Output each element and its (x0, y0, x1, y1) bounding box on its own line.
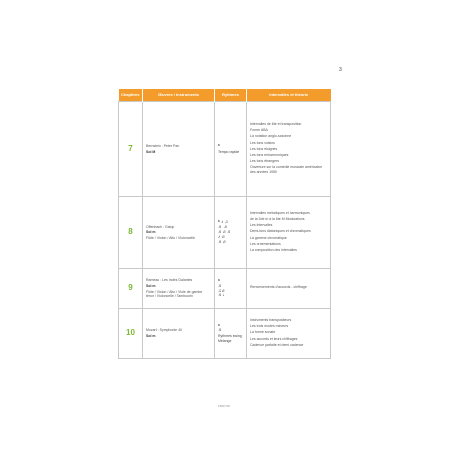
table-row (119, 102, 331, 197)
work-key: Sol m (146, 283, 156, 288)
rhythm-notation: ♫♬ (218, 287, 226, 293)
theory-item: Les trois modes mineurs (250, 324, 289, 329)
theory-item: de la 2de m à la 6te M Modulations (250, 217, 305, 222)
table-row (119, 269, 331, 309)
work-title: Bernstein : Peter Pan (146, 143, 180, 148)
theory-item: Cadence parfaite et demi cadence (250, 342, 304, 347)
rhythm-notation: 𝄴 (218, 322, 221, 328)
rhythm-notation: ♬ (218, 327, 223, 333)
theory-cell (247, 309, 331, 359)
rhythm-notation: 𝄴 (218, 277, 221, 283)
table-row (119, 309, 331, 359)
theory-item: La forme sonate (250, 330, 276, 335)
header-chapitres: Chapitres (119, 89, 143, 102)
work-title: Rameau : Les Indes Galantes (146, 278, 193, 283)
theory-item: Intervalles mélodiques et harmoniques (250, 211, 310, 215)
works-cell (143, 102, 215, 197)
work-instruments: Flûte / Violon / Alto / Violoncelle (146, 235, 195, 240)
theory-item: Forme ABA (250, 128, 268, 133)
rhythm-notation: 𝄴 ♪ ♫ (218, 219, 229, 225)
work-title: Offenbach : Galop (146, 224, 175, 229)
work-key: Sol M (146, 149, 156, 154)
theory-item: Les tons éloignés (250, 146, 278, 151)
rhythm-text: Rythmes swing Mélange (218, 334, 242, 343)
rhythm-notation: ♬♬ (218, 238, 227, 244)
chapter-number: 9 (119, 269, 143, 309)
theory-item: Renversements d'accords - chiffrage (250, 285, 307, 290)
works-cell (143, 269, 215, 309)
work-title: Mozart : Symphonie 40 (146, 328, 182, 333)
rhythm-notation: ♬ (218, 282, 223, 288)
theory-item: Les ornementations (250, 241, 281, 246)
rhythm-cell (215, 102, 247, 197)
footer-code: FDS7.56 (218, 404, 230, 408)
table-header-row (119, 89, 331, 102)
theory-cell (247, 102, 331, 197)
work-instruments: Flûte / Violon / Alto / Viole de gambe ténor / Violoncelle / Tambourin (146, 289, 203, 299)
rhythm-notation: ♬ ♬ (218, 224, 229, 230)
page-number: 3 (339, 67, 342, 73)
chapter-number: 7 (119, 102, 143, 197)
theory-item: La composition des intervalles (250, 247, 297, 252)
theory-item: La gamme chromatique (250, 235, 287, 240)
header-theorie: Intervalles et théorie (247, 89, 331, 102)
theory-item: Intervalles de 6te et transposition (250, 122, 302, 127)
theory-item: Les tons enharmoniques (250, 152, 289, 157)
header-rythmes: Rythmes (215, 89, 247, 102)
rhythm-notation: ♬♩ (218, 292, 227, 298)
theory-item: Instruments transpositeurs (250, 318, 292, 323)
rhythm-cell (215, 309, 247, 359)
theory-item: Ouverture sur la comédie musicale américaine des années 1950 (250, 165, 323, 174)
theory-cell (247, 269, 331, 309)
theory-item: Demi-tons diatoniques et chromatiques (250, 229, 311, 234)
theory-item: Les intervalles (250, 223, 273, 228)
rhythm-notation: 𝄴 (218, 142, 221, 148)
chapter-number: 8 (119, 197, 143, 269)
works-cell (143, 309, 215, 359)
curriculum-table (118, 89, 331, 359)
rhythm-text: Tempo rapide (218, 149, 240, 154)
theory-item: Les tons étrangers (250, 159, 279, 163)
work-key: Sol m (146, 334, 156, 338)
rhythm-notation: ♬♬♬ (218, 229, 232, 235)
rhythm-cell (215, 269, 247, 309)
works-cell (143, 197, 215, 269)
work-key: Sol m (146, 230, 156, 235)
rhythm-cell (215, 197, 247, 269)
theory-cell (247, 197, 331, 269)
rhythm-notation: ♪ ♬ (218, 233, 227, 239)
theory-item: Les accords et leurs chiffrages (250, 336, 298, 341)
table-row (119, 197, 331, 269)
theory-item: Les tons voisins (250, 140, 275, 145)
header-oeuvres: Œuvres / Instruments (143, 89, 215, 102)
theory-item: La notation anglo-saxonne (250, 134, 292, 139)
chapter-number: 10 (119, 309, 143, 359)
